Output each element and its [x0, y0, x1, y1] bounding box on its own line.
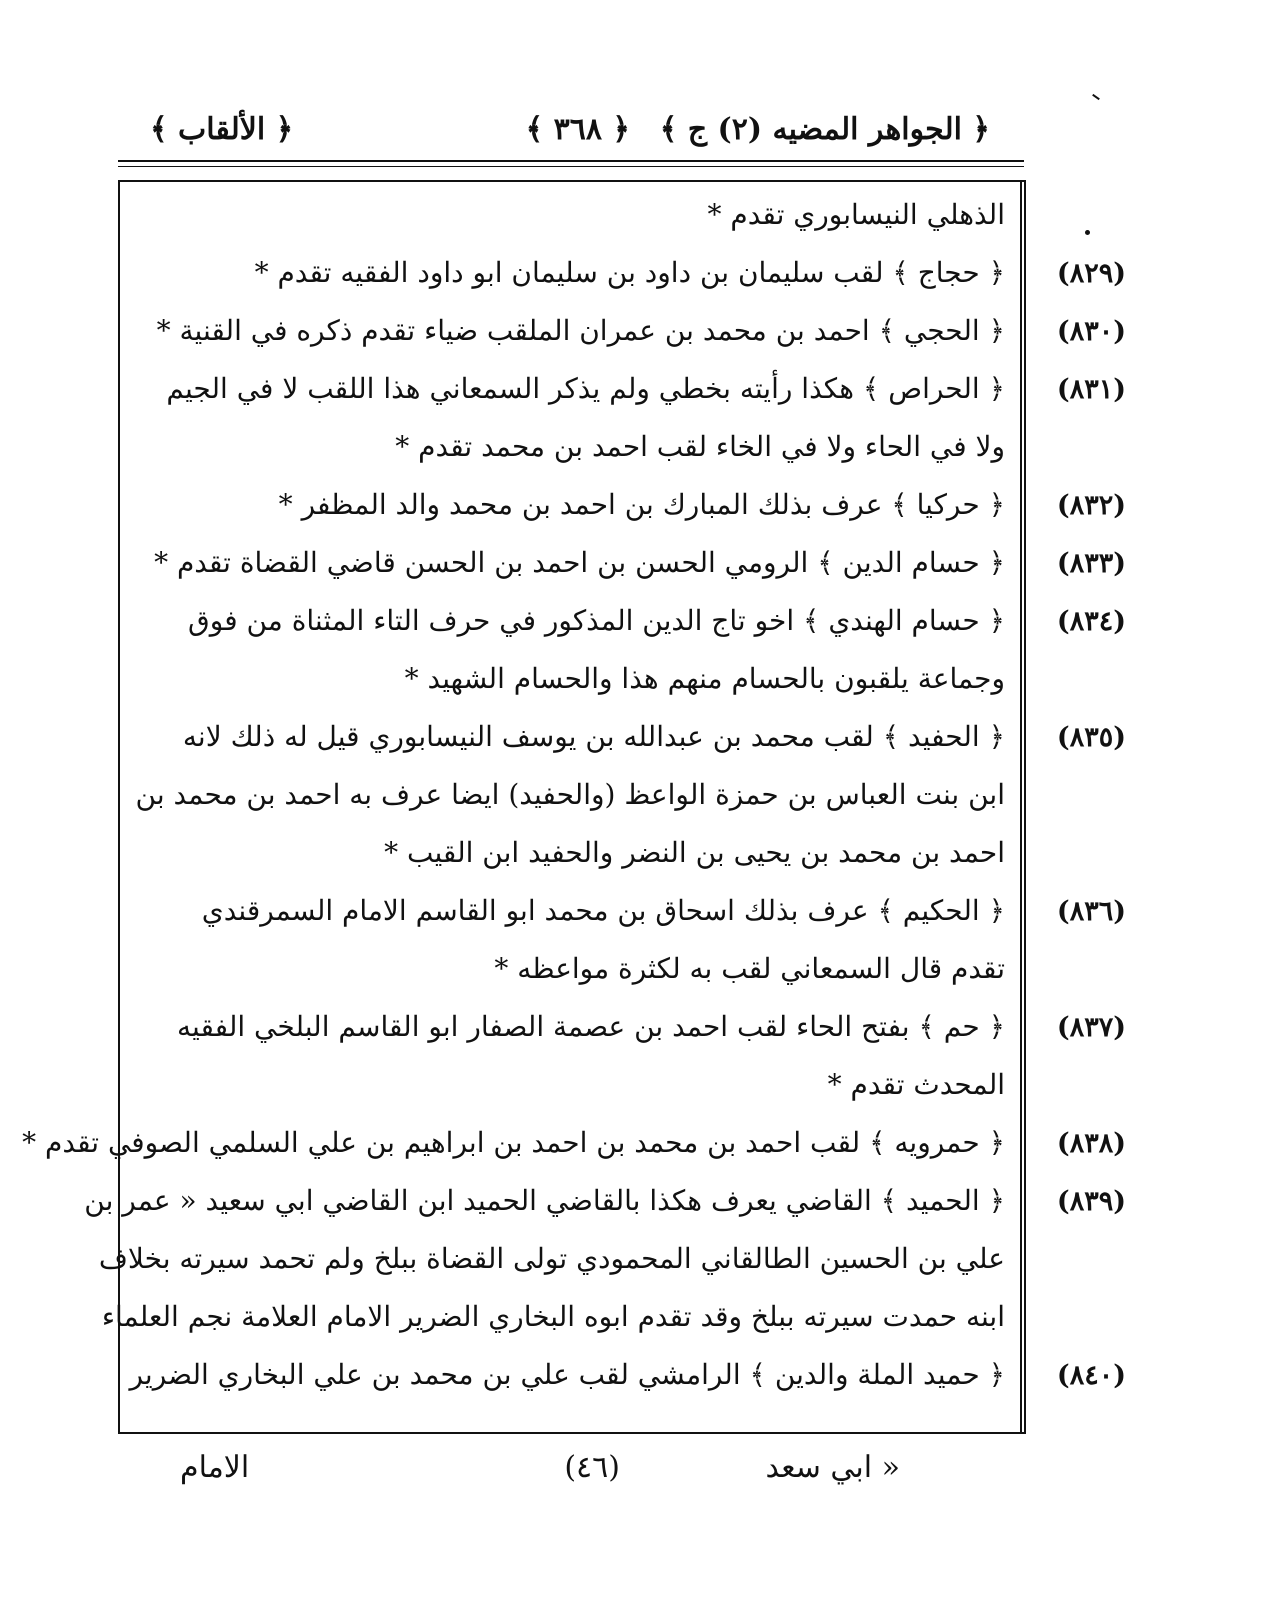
entry-number: (٨٣٧) — [1056, 1012, 1126, 1043]
entry-number: (٨٣٢) — [1056, 490, 1126, 521]
entry-number: (٨٢٩) — [1056, 258, 1126, 289]
entry-text-line: ﴿ حميد الملة والدين ﴾ الرامشي لقب علي بن محمد بن علي البخاري الضرير — [129, 1358, 1005, 1391]
entry-text-line: ﴿ حركيا ﴾ عرف بذلك المبارك بن احمد بن محمد والد المظفر * — [278, 488, 1005, 521]
entry-text-line: احمد بن محمد بن يحيى بن النضر والحفيد ابن القيب * — [384, 836, 1005, 869]
page-footer — [150, 1450, 1010, 1500]
entry-text-line: الذهلي النيسابوري تقدم * — [707, 198, 1005, 231]
entry-text-line: ولا في الحاء ولا في الخاء لقب احمد بن محمد تقدم * — [395, 430, 1005, 463]
entry-text-line: ﴿ الحكيم ﴾ عرف بذلك اسحاق بن محمد ابو القاسم الامام السمرقندي — [201, 894, 1005, 927]
entry-number: (٨٣٦) — [1056, 896, 1126, 927]
entry-text-line: ﴿ الحميد ﴾ القاضي يعرف هكذا بالقاضي الحميد ابن القاضي ابي سعيد « عمر بن — [84, 1184, 1005, 1217]
header-rule — [118, 160, 1024, 162]
entry-text-line: علي بن الحسين الطالقاني المحمودي تولى القضاة ببلخ ولم تحمد سيرته بخلاف — [98, 1242, 1005, 1275]
entry-number: (٨٣٩) — [1056, 1186, 1126, 1217]
entry-number: (٨٤٠) — [1056, 1360, 1126, 1391]
entry-text-line: تقدم قال السمعاني لقب به لكثرة مواعظه * — [494, 952, 1005, 985]
entry-text-line: ﴿ الحجي ﴾ احمد بن محمد بن عمران الملقب ضياء تقدم ذكره في القنية * — [156, 314, 1005, 347]
entry-text-line: ﴿ الحفيد ﴾ لقب محمد بن عبدالله بن يوسف النيسابوري قيل له ذلك لانه — [182, 720, 1005, 753]
signature-number: (٤٦) — [564, 1450, 620, 1485]
entry-text-line: ﴿ حمرويه ﴾ لقب احمد بن محمد بن احمد بن ابراهيم بن علي السلمي الصوفي تقدم * — [22, 1126, 1005, 1159]
entry-text-line: وجماعة يلقبون بالحسام منهم هذا والحسام الشهيد * — [404, 662, 1005, 695]
entry-text-line: ﴿ حجاج ﴾ لقب سليمان بن داود بن سليمان ابو داود الفقيه تقدم * — [254, 256, 1005, 289]
entry-text-line: ﴿ الحراص ﴾ هكذا رأيته بخطي ولم يذكر السمعاني هذا اللقب لا في الجيم — [166, 372, 1005, 405]
entry-number: (٨٣٣) — [1056, 548, 1126, 579]
entry-number: (٨٣٠) — [1056, 316, 1126, 347]
section-title: ﴿ الألقاب ﴾ — [150, 112, 294, 147]
entry-text-line: ﴿ حسام الدين ﴾ الرومي الحسن بن احمد بن الحسن قاضي القضاة تقدم * — [154, 546, 1005, 579]
entry-number: (٨٣٥) — [1056, 722, 1126, 753]
page-number: ﴿ ٣٦٨ ﴾ — [525, 112, 630, 147]
entry-text-line: ابن بنت العباس بن حمزة الواعظ (والحفيد) ايضا عرف به احمد بن محمد بن — [135, 778, 1005, 811]
entry-text-line: ﴿ حم ﴾ بفتح الحاء لقب احمد بن عصمة الصفار ابو القاسم البلخي الفقيه — [177, 1010, 1005, 1043]
entry-text-line: ﴿ حسام الهندي ﴾ اخو تاج الدين المذكور في حرف التاء المثناة من فوق — [188, 604, 1005, 637]
entry-text-line: المحدث تقدم * — [827, 1068, 1005, 1101]
entry-number: (٨٣٨) — [1056, 1128, 1126, 1159]
margin-dot — [1085, 230, 1090, 235]
running-title: ﴿ الجواهر المضيه (٢) ج ﴾ — [659, 112, 990, 147]
page-header — [150, 112, 990, 162]
entry-number: (٨٣٤) — [1056, 606, 1126, 637]
catchword-left: الامام — [180, 1450, 250, 1485]
catchword-right: « ابي سعد — [765, 1450, 900, 1485]
header-rule-thin — [118, 166, 1024, 167]
margin-mark — [1092, 94, 1100, 100]
entry-number: (٨٣١) — [1056, 374, 1126, 405]
number-column-divider — [1020, 180, 1022, 1434]
entry-text-line: ابنه حمدت سيرته ببلخ وقد تقدم ابوه البخاري الضرير الامام العلامة نجم العلماء — [101, 1300, 1005, 1333]
